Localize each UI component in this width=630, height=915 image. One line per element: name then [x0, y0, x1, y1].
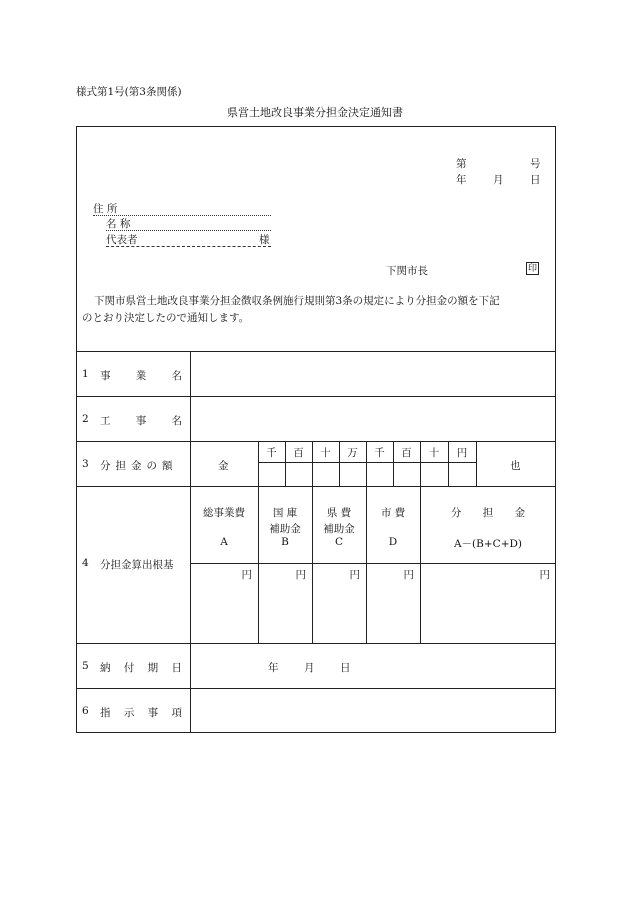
form-number-label: 様式第1号(第3条関係) [76, 86, 182, 98]
digit-label-yen: 円 [456, 447, 468, 459]
calc-col-city [366, 505, 420, 537]
row4-label: 分担金算出根基 [100, 559, 174, 571]
representative-line [106, 246, 271, 247]
calc-col-total [190, 505, 258, 537]
row1-number: 1 [82, 368, 89, 380]
row4-number: 4 [82, 557, 89, 569]
digit-label-sen: 千 [266, 447, 277, 459]
name-line [106, 230, 271, 231]
name-label: 名 称 [106, 218, 131, 230]
calc-col-prefecture-sub: 補助金 [323, 523, 355, 535]
calc-col-prefecture-title: 県 費 [326, 507, 352, 519]
row-divider [76, 441, 556, 442]
calc-col-national-sub: 補助金 [269, 523, 301, 535]
row6-number: 6 [82, 705, 89, 717]
row5-number: 5 [82, 660, 89, 672]
digit-divider [258, 462, 476, 463]
row-divider [76, 688, 556, 689]
row-divider [76, 643, 556, 644]
representative-label: 代表者 [106, 234, 138, 246]
calc-col-prefecture-symbol: C [334, 536, 344, 548]
calc-yen-city: 円 [403, 569, 414, 581]
document-title: 県営土地改良事業分担金決定通知書 [227, 106, 403, 119]
calc-col-share-title: 分 担 金 [450, 507, 526, 519]
notice-body [82, 293, 552, 327]
row3-number: 3 [82, 458, 89, 470]
notice-body-line2: のとおり決定したので通知します。 [82, 312, 250, 324]
calc-subdivider [190, 563, 556, 564]
digit-label-juu: 十 [428, 447, 440, 459]
row1-label: 事 業 名 [100, 370, 182, 382]
calc-yen-prefecture: 円 [349, 569, 360, 581]
due-day: 日 [340, 662, 351, 674]
digit-label-juu: 十 [320, 447, 331, 459]
digit-label-sen: 千 [374, 447, 385, 459]
sama-label: 様 [259, 234, 270, 246]
address-label: 住 所 [93, 203, 118, 215]
calc-col-share-sub [420, 521, 556, 537]
calc-col-prefecture [312, 505, 366, 537]
calc-col-national [258, 505, 312, 537]
row5-label: 納 付 期 日 [100, 662, 182, 674]
notice-form-frame [76, 126, 556, 733]
due-year: 年 [268, 662, 279, 674]
calc-col-city-symbol: D [388, 536, 398, 548]
row-divider [76, 396, 556, 397]
doc-number-prefix: 第 [456, 158, 467, 170]
calc-col-national-title: 国 庫 [272, 507, 298, 519]
due-month: 月 [304, 662, 315, 674]
calc-yen-total: 円 [241, 569, 252, 581]
calc-yen-national: 円 [295, 569, 306, 581]
calc-col-share [420, 505, 556, 537]
digit-label-hyaku: 百 [293, 447, 304, 459]
doc-number-suffix: 号 [530, 158, 541, 170]
calc-col-total-symbol: A [220, 536, 228, 548]
notice-body-line1: 下関市県営土地改良事業分担金徴収条例施行規則第3条の規定により分担金の額を下記 [94, 295, 500, 307]
calc-col-city-sub [366, 521, 420, 537]
calc-col-total-title: 総事業費 [203, 507, 245, 519]
calc-col-national-symbol: B [281, 536, 289, 548]
amount-cell-divider [476, 441, 477, 486]
row-divider [76, 486, 556, 487]
digit-label-man: 万 [347, 447, 358, 459]
date-month: 月 [493, 174, 504, 186]
calc-yen-share: 円 [539, 569, 550, 581]
amount-kin-label: 金 [218, 460, 229, 472]
date-day: 日 [530, 174, 541, 186]
seal-mark: 印 [527, 264, 537, 274]
amount-nari-label: 也 [510, 460, 521, 472]
mayor-label: 下関市長 [386, 265, 428, 277]
calc-col-total-sub [190, 521, 258, 537]
date-year: 年 [456, 174, 467, 186]
digit-label-hyaku: 百 [401, 447, 412, 459]
row6-label: 指 示 事 項 [100, 707, 182, 719]
calc-col-city-title: 市 費 [380, 507, 406, 519]
calc-col-share-symbol: A－(B+C+D) [453, 538, 523, 550]
row-divider [76, 351, 556, 352]
row2-number: 2 [82, 413, 89, 425]
row2-label: 工 事 名 [100, 415, 182, 427]
row3-label: 分担金の額 [100, 460, 178, 472]
